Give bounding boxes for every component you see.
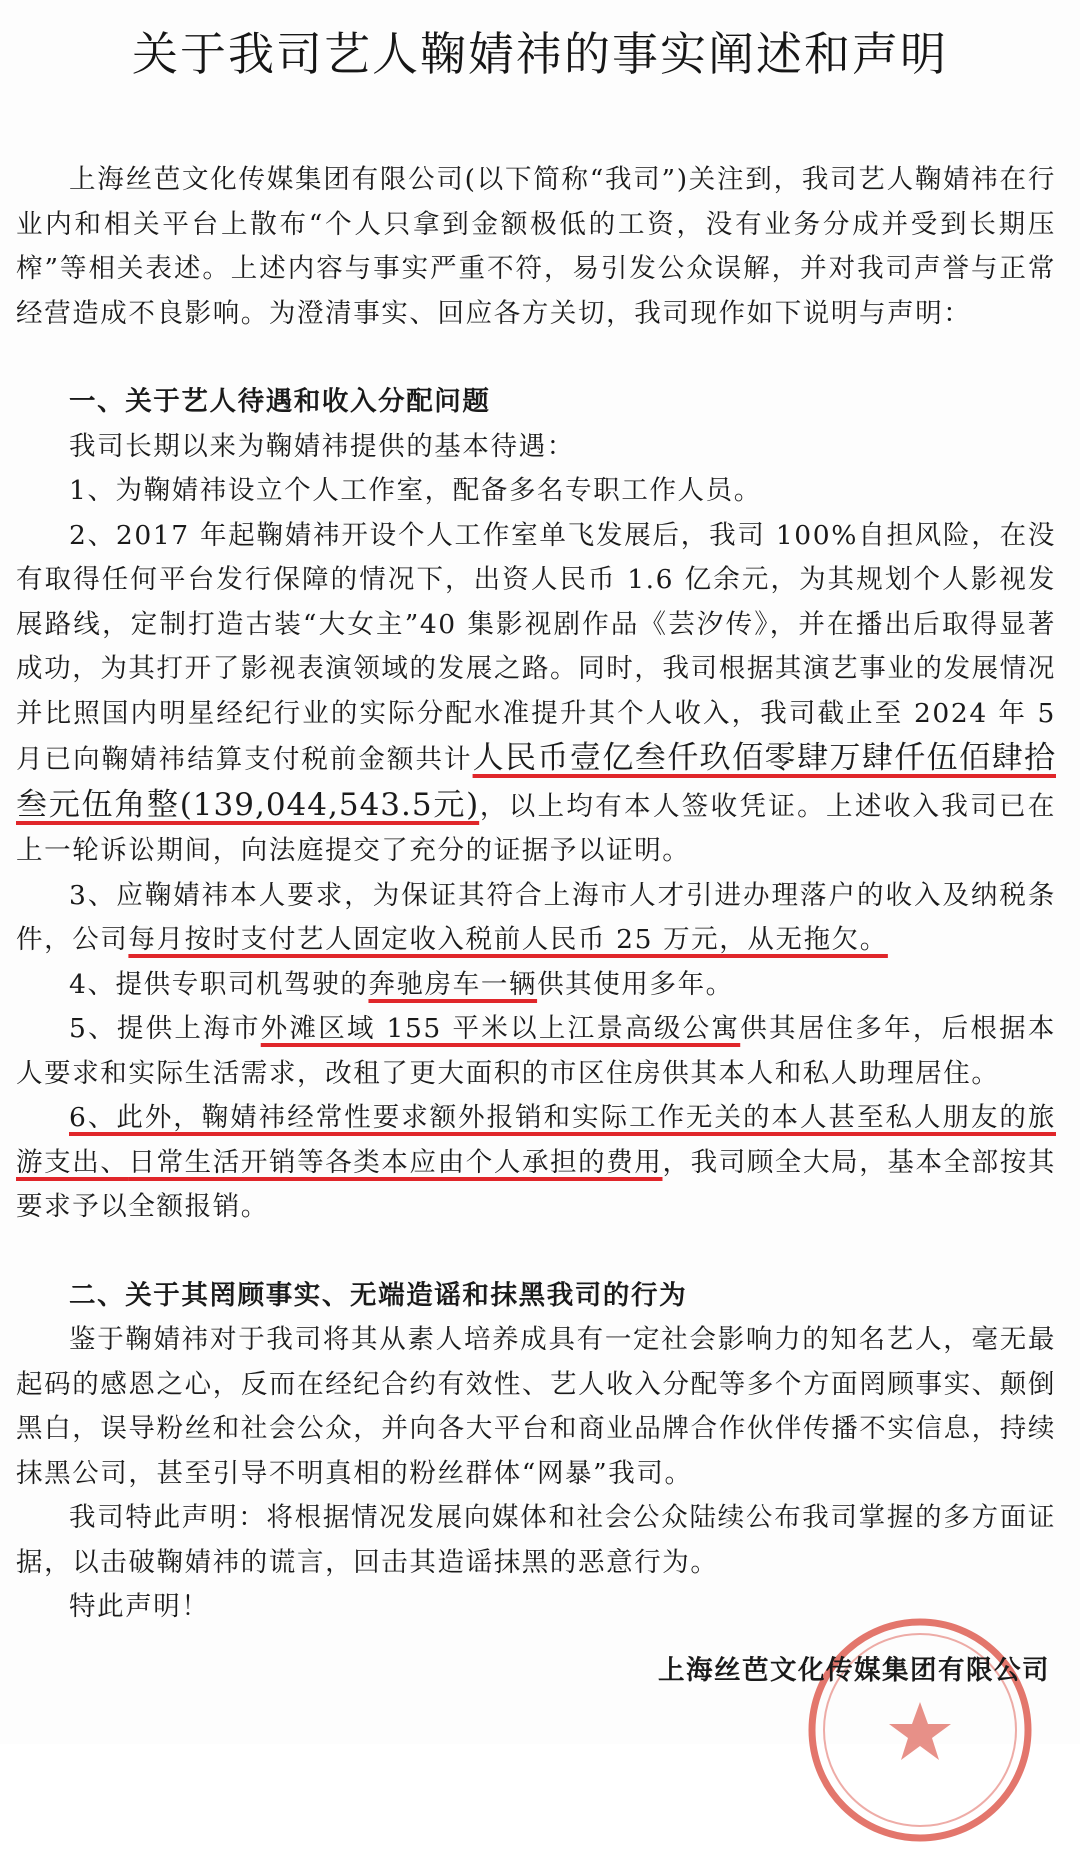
- document-title: 关于我司艺人鞠婧祎的事实阐述和声明: [132, 27, 948, 81]
- document-body: [16, 158, 1056, 1630]
- section1-item2: [16, 514, 1056, 874]
- section1-lead: 我司长期以来为鞠婧祎提供的基本待遇：: [69, 430, 575, 462]
- item4-highlight: 奔驰房车一辆: [368, 968, 538, 1000]
- item2-amount-highlight: 人民币壹亿叁仟玖佰零肆万肆仟伍佰肆拾叁元伍角整(139,044,543.5元): [16, 740, 1056, 823]
- item5-text-a: 5、提供上海市: [69, 1013, 261, 1044]
- section1-item1: 1、为鞠婧祎设立个人工作室，配备多名专职工作人员。: [69, 475, 762, 506]
- section2-para1: 鉴于鞠婧祎对于我司将其从素人培养成具有一定社会影响力的知名艺人，毫无最起码的感恩之心，反而在经纪合约有效性、艺人收入分配等多个方面罔顾事实、颠倒黑白，误导粉丝和社会公众，并向各大平台和商业品牌合作伙伴传播不实信息，持续抹黑公司，甚至引导不明真相的粉丝群体“网暴”我司。: [16, 1324, 1056, 1489]
- section1-item6: [16, 1096, 1056, 1230]
- section1-item3: [16, 874, 1056, 963]
- item3-highlight: 每月按时支付艺人固定收入税前人民币 25 万元，从无拖欠。: [128, 924, 888, 955]
- section2-heading: 二、关于其罔顾事实、无端造谣和抹黑我司的行为: [69, 1279, 688, 1311]
- item5-text-c: 供其居住多年，后根据本人要求和实际生活需求，改租了更大面积的市区住房供其本人和私人助理居住。: [16, 1013, 1057, 1089]
- item4-text-a: 4、提供专职司机驾驶的: [69, 968, 369, 1000]
- item5-highlight: 外滩区域 155 平米以上江景高级公寓: [260, 1013, 741, 1044]
- item6-text-c: ，我司顾全大局，基本全部按其要求予以全额报销。: [16, 1146, 1057, 1222]
- company-seal-stamp: [800, 1610, 1040, 1850]
- item6-highlight-a: 6、此外，鞠婧祎经常性要求额外报销和实际工作无关的本人甚至私人朋友的旅游支出、: [16, 1102, 1056, 1178]
- item3-text-a: 3、应鞠婧祎本人要求，为保证其符合上海市人才引进办理落户的收入及纳税条件，公司: [16, 879, 1056, 955]
- section1-item5: [16, 1007, 1056, 1096]
- section2-para2: 我司特此声明：将根据情况发展向媒体和社会公众陆续公布我司掌握的多方面证据，以击破鞠婧祎的谎言，回击其造谣抹黑的恶意行为。: [16, 1502, 1056, 1578]
- section1-heading: 一、关于艺人待遇和收入分配问题: [69, 386, 491, 417]
- item2-text-b: ，以上均有本人签收凭证。上述收入我司已在上一轮诉讼期间，向法庭提交了充分的证据予以证明。: [16, 790, 1056, 866]
- item6-highlight-b: 日常生活开销等各类本应由个人承担的费用: [128, 1146, 663, 1178]
- closing-statement: 特此声明！: [69, 1591, 210, 1622]
- item2-text-a: 2、2017 年起鞠婧祎开设个人工作室单飞发展后，我司 100%自担风险，在没有取得任何平台发行保障的情况下，出资人民币 1.6 亿余元，为其规划个人影视发展路线，定制打造古装“大女主”40 集影视剧作品《芸汐传》，并在播出后取得显著成功，为其打开了影视表演领域的发展之路。同时，我司根据其演艺事业的发展情况并比照国内明星经纪行业的实际分配水准提升其个人收入，我司截止至 2024 年 5 月已向鞠婧祎结算支付税前金额共计: [16, 519, 1056, 775]
- company-signature: 上海丝芭文化传媒集团有限公司: [658, 1655, 1050, 1686]
- item4-text-c: 供其使用多年。: [537, 968, 734, 1000]
- section1-item4: [16, 963, 1056, 1008]
- intro-paragraph: 上海丝芭文化传媒集团有限公司(以下简称“我司”)关注到，我司艺人鞠婧祎在行业内和相关平台上散布“个人只拿到金额极低的工资，没有业务分成并受到长期压榨”等相关表述。上述内容与事实严重不符，易引发公众误解，并对我司声誉与正常经营造成不良影响。为澄清事实、回应各方关切，我司现作如下说明与声明：: [16, 164, 1056, 329]
